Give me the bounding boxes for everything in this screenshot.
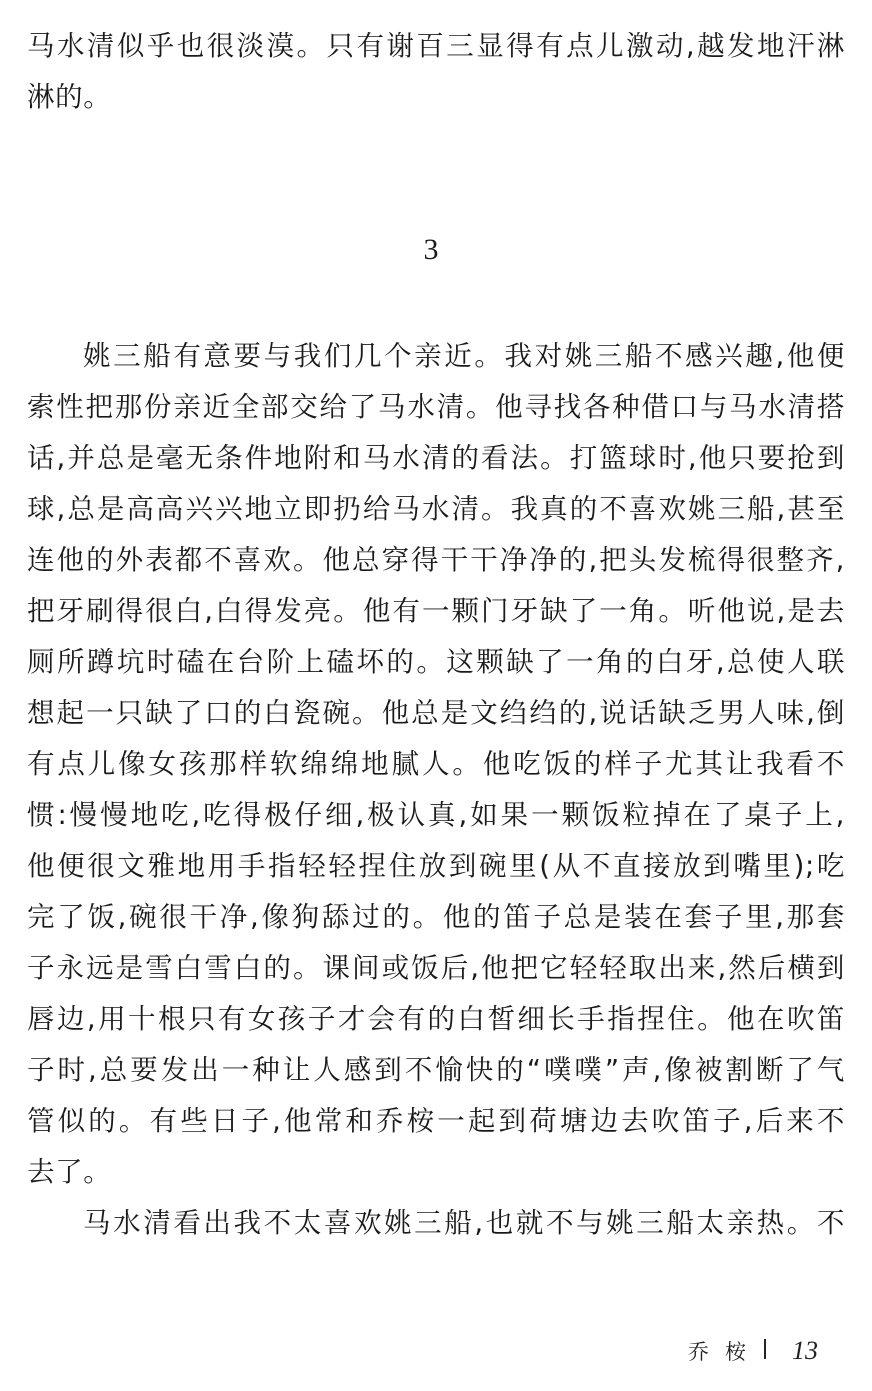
page-footer: [688, 1333, 818, 1369]
text-line: 他便很文雅地用手指轻轻捏住放到碗里(从不直接放到嘴里);吃: [27, 850, 845, 882]
page-number: 13: [792, 1336, 818, 1365]
text-line: 马水清看出我不太喜欢姚三船,也就不与姚三船太亲热。不: [83, 1207, 845, 1239]
text-line: 完了饭,碗很干净,像狗舔过的。他的笛子总是装在套子里,那套: [27, 901, 845, 933]
text-line: 把牙刷得很白,白得发亮。他有一颗门牙缺了一角。听他说,是去: [27, 595, 845, 627]
text-line: 有点儿像女孩那样软绵绵地腻人。他吃饭的样子尤其让我看不: [27, 748, 845, 780]
text-line: 话,并总是毫无条件地附和马水清的看法。打篮球时,他只要抢到: [27, 442, 845, 474]
text-line: 去了。: [27, 1156, 112, 1188]
text-line: 厕所蹲坑时磕在台阶上磕坏的。这颗缺了一角的白牙,总使人联: [27, 646, 845, 678]
text-line: 唇边,用十根只有女孩子才会有的白皙细长手指捏住。他在吹笛: [27, 1003, 845, 1035]
footer-divider: [764, 1339, 766, 1359]
text-line: 球,总是高高兴兴地立即扔给马水清。我真的不喜欢姚三船,甚至: [27, 493, 845, 525]
section-number: 3: [423, 233, 439, 266]
text-line: 马水清似乎也很淡漠。只有谢百三显得有点儿激动,越发地汗淋: [27, 30, 845, 62]
text-line: 姚三船有意要与我们几个亲近。我对姚三船不感兴趣,他便: [83, 340, 845, 372]
text-line: 管似的。有些日子,他常和乔桉一起到荷塘边去吹笛子,后来不: [27, 1105, 845, 1137]
running-title: 乔桉: [688, 1340, 762, 1364]
text-line: 连他的外表都不喜欢。他总穿得干干净净的,把头发梳得很整齐,: [27, 544, 845, 576]
text-line: 索性把那份亲近全部交给了马水清。他寻找各种借口与马水清搭: [27, 391, 845, 423]
text-line: 惯:慢慢地吃,吃得极仔细,极认真,如果一颗饭粒掉在了桌子上,: [27, 799, 845, 831]
text-line: 子时,总要发出一种让人感到不愉快的“噗噗”声,像被割断了气: [27, 1054, 845, 1086]
text-line: 子永远是雪白雪白的。课间或饭后,他把它轻轻取出来,然后横到: [27, 952, 845, 984]
text-line: 想起一只缺了口的白瓷碗。他总是文绉绉的,说话缺乏男人味,倒: [27, 697, 845, 729]
text-line: 淋的。: [27, 81, 112, 113]
